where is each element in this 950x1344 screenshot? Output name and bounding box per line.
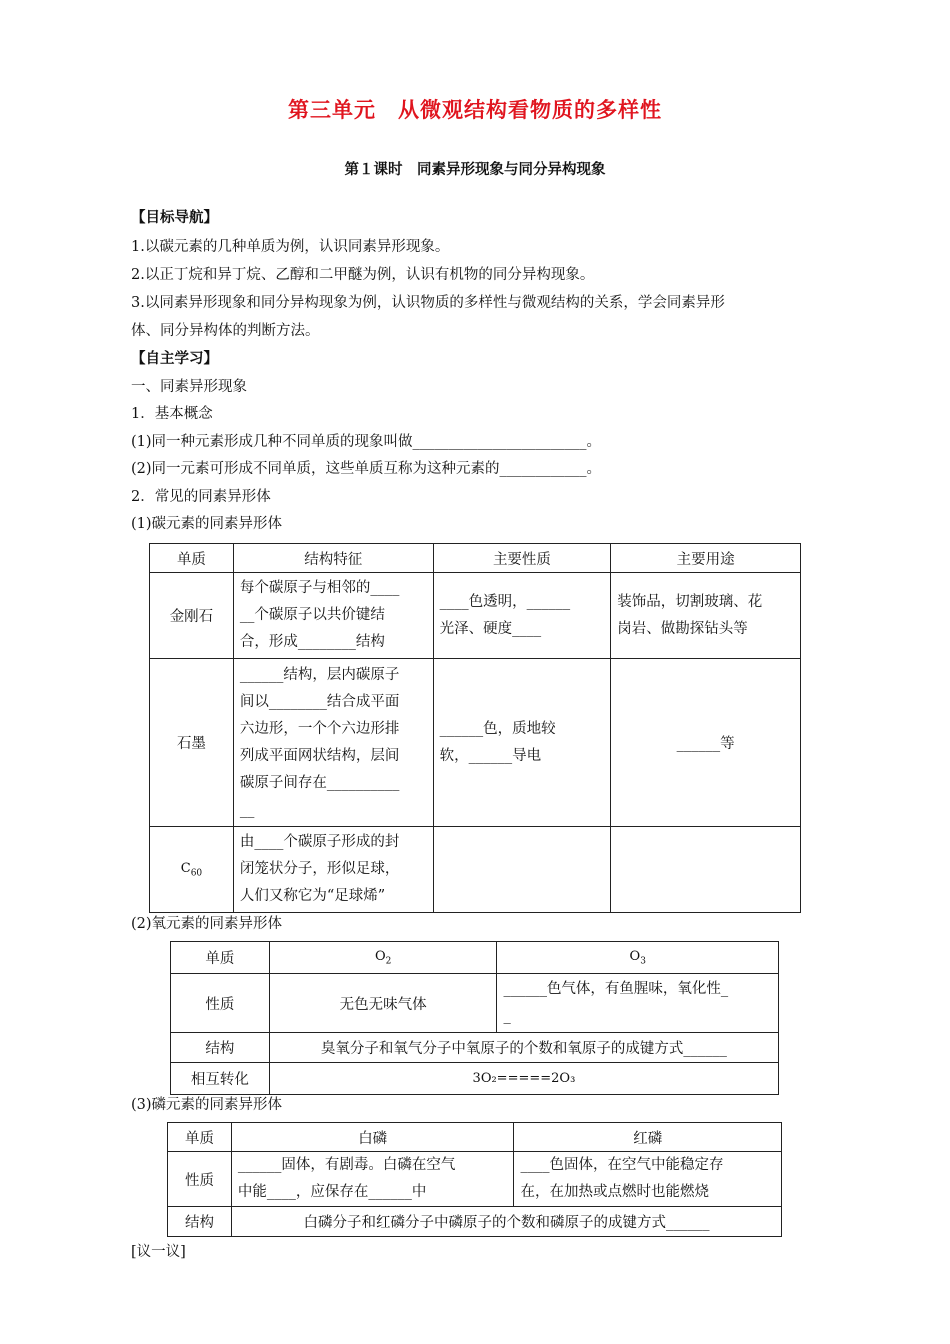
diamond-property: ____色透明，______ 光泽、硬度____ xyxy=(433,573,611,659)
goals-heading: 【目标导航】 xyxy=(131,210,218,226)
concept-item-1: (1)同一种元素形成几种不同单质的现象叫做________________________。 xyxy=(131,434,602,450)
graphite-structure: ______结构，层内碳原子 间以________结合成平面 六边形，一个个六边形排 列成平面网状结构，层间 碳原子间存在__________ __ xyxy=(233,659,433,827)
row-label: 结构 xyxy=(168,1207,232,1237)
c60-structure: 由____个碳原子形成的封 闭笼状分子，形似足球， 人们又称它为“足球烯” xyxy=(233,827,433,913)
lesson-subtitle: 第１课时 同素异形现象与同分异构现象 xyxy=(344,162,606,178)
row-label: 性质 xyxy=(171,974,270,1033)
red-phosphorus-header: 红磷 xyxy=(514,1123,782,1152)
o2-header: $O_2$ xyxy=(269,942,497,974)
diamond-structure: 每个碳原子与相邻的____ __个碳原子以共价键结 合，形成________结构 xyxy=(233,573,433,659)
diamond-name: 金刚石 xyxy=(150,573,234,659)
row-label: 性质 xyxy=(168,1152,232,1207)
header-cell: 主要用途 xyxy=(611,544,801,573)
header-cell: 单质 xyxy=(150,544,234,573)
section-heading: 一、同素异形现象 xyxy=(131,379,247,395)
study-heading: 【自主学习】 xyxy=(131,351,218,367)
common-heading: 2．常见的同素异形体 xyxy=(131,489,271,505)
row-label: 单质 xyxy=(171,942,270,974)
row-label: 单质 xyxy=(168,1123,232,1152)
oxygen-heading: (2)氧元素的同素异形体 xyxy=(131,916,283,932)
carbon-allotropes-table xyxy=(149,543,801,913)
white-phosphorus-header: 白磷 xyxy=(231,1123,514,1152)
o3-property: ______色气体，有鱼腥味，氧化性_ _ xyxy=(497,974,779,1033)
c60-name: $C_{60}$ xyxy=(150,827,234,913)
header-cell: 主要性质 xyxy=(433,544,611,573)
oxygen-structure: 臭氧分子和氧气分子中氧原子的个数和氧原子的成键方式______ xyxy=(269,1033,778,1063)
header-cell: 结构特征 xyxy=(233,544,433,573)
row-label: 相互转化 xyxy=(171,1063,270,1095)
goal-item-3: 3.以同素异形现象和同分异构现象为例，认识物质的多样性与微观结构的关系，学会同素异形 xyxy=(131,295,725,311)
phosphorus-structure: 白磷分子和红磷分子中磷原子的个数和磷原子的成键方式______ xyxy=(231,1207,781,1237)
concept-item-2: (2)同一元素可形成不同单质，这些单质互称为这种元素的____________。 xyxy=(131,461,602,477)
oxygen-allotropes-table xyxy=(170,941,779,1095)
oxygen-conversion: 3O₂=====2O₃ xyxy=(269,1063,778,1095)
c60-use xyxy=(611,827,801,913)
phosphorus-allotropes-table xyxy=(167,1122,782,1237)
goal-item-1: 1.以碳元素的几种单质为例，认识同素异形现象。 xyxy=(131,239,450,255)
red-phosphorus-property: ____色固体，在空气中能稳定存 在，在加热或点燃时也能燃烧 xyxy=(514,1152,782,1207)
phosphorus-heading: (3)磷元素的同素异形体 xyxy=(131,1097,283,1113)
goal-item-3-cont: 体、同分异构体的判断方法。 xyxy=(131,323,320,339)
graphite-use: ______等 xyxy=(611,659,801,827)
o3-header: $O_3$ xyxy=(497,942,779,974)
o2-property: 无色无味气体 xyxy=(269,974,497,1033)
discuss-heading: [议一议] xyxy=(131,1244,186,1260)
c60-property xyxy=(433,827,611,913)
row-label: 结构 xyxy=(171,1033,270,1063)
concept-heading: 1．基本概念 xyxy=(131,406,213,422)
graphite-property: ______色，质地较 软，______导电 xyxy=(433,659,611,827)
graphite-name: 石墨 xyxy=(150,659,234,827)
white-phosphorus-property: ______固体，有剧毒。白磷在空气 中能____，应保存在______中 xyxy=(231,1152,514,1207)
diamond-use: 装饰品，切割玻璃、花 岗岩、做勘探钻头等 xyxy=(611,573,801,659)
carbon-heading: (1)碳元素的同素异形体 xyxy=(131,516,283,532)
page-title: 第三单元 从微观结构看物质的多样性 xyxy=(288,98,662,122)
goal-item-2: 2.以正丁烷和异丁烷、乙醇和二甲醚为例，认识有机物的同分异构现象。 xyxy=(131,267,595,283)
